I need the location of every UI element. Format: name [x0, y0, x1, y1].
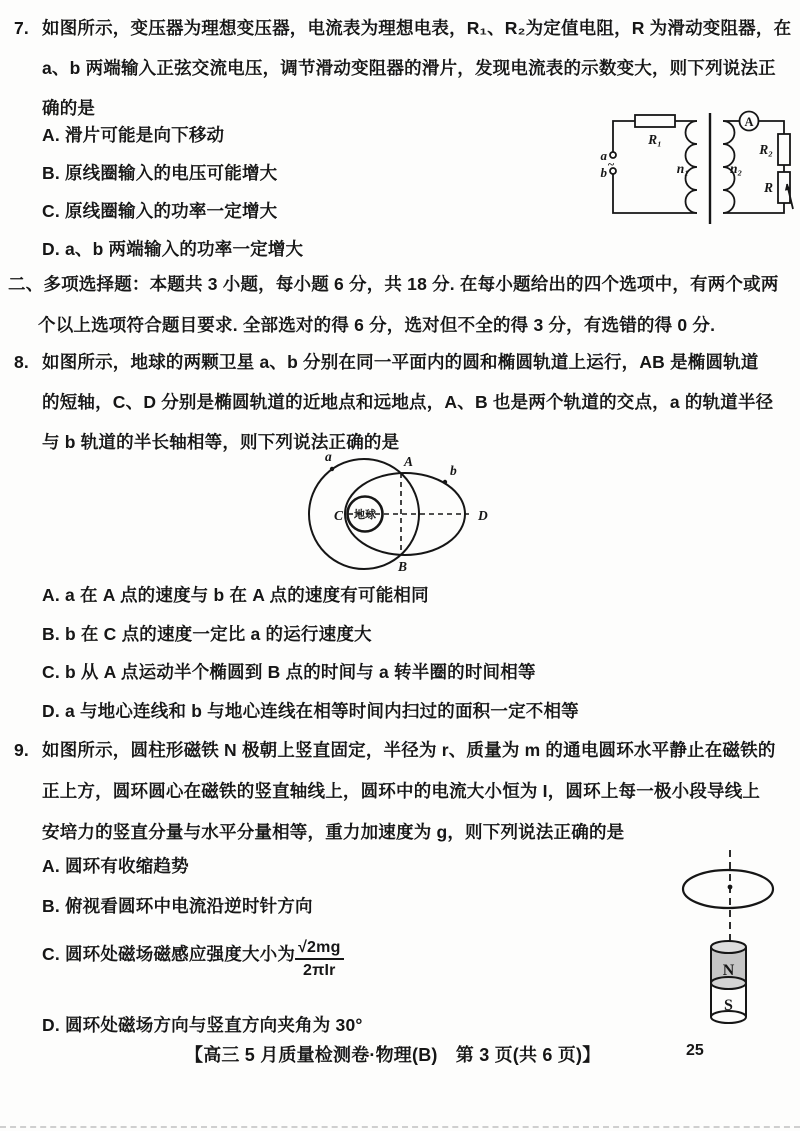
ring-center-dot — [728, 885, 733, 890]
magnet-pole-s-label: S — [724, 997, 733, 1014]
current-ring — [683, 870, 773, 908]
question-8 — [14, 342, 796, 462]
orbit-label-D: D — [478, 508, 488, 523]
orbit-label-A: A — [404, 454, 414, 469]
satellite-a-dot — [330, 467, 334, 471]
question-8-line-3: 与 b 轨道的半长轴相等，则下列说法正确的是 — [42, 432, 400, 452]
transformer-circuit-diagram — [597, 105, 795, 233]
question-8-option-c: C. b 从 A 点运动半个椭圆到 B 点的时间与 a 转半圈的时间相等 — [42, 662, 536, 683]
question-7-option-a: A. 滑片可能是向下移动 — [42, 125, 225, 145]
ac-source-tilde: ~ — [607, 157, 615, 171]
earth-label: 地球 — [354, 509, 376, 521]
option-c-fraction — [295, 938, 343, 980]
question-8-line-2: 的短轴，C、D 分别是椭圆轨道的近地点和远地点，A、B 也是两个轨道的交点，a 的轨道半径 — [42, 392, 774, 412]
question-9-line-3: 安培力的竖直分量与水平分量相等，重力加速度为 g，则下列说法正确的是 — [42, 822, 625, 842]
magnet-ring-figure — [670, 847, 795, 1043]
question-9-line-2: 正上方，圆环圆心在磁铁的竖直轴线上，圆环中的电流大小恒为 I，圆环上每一极小段导线上 — [42, 781, 761, 801]
satellite-orbits-figure — [297, 449, 502, 579]
orbit-label-b: b — [450, 463, 457, 478]
bottom-edge-line — [0, 1126, 800, 1128]
satellite-b-dot — [443, 480, 447, 484]
magnet-ring-diagram — [670, 847, 795, 1043]
question-8-options — [42, 576, 579, 731]
question-9-option-c — [42, 938, 344, 980]
orbit-label-B: B — [398, 559, 408, 574]
circuit-label-r2: R₂ — [759, 142, 773, 157]
orbit-label-C: C — [333, 508, 343, 523]
circuit-label-n1: n₁ — [676, 161, 689, 176]
circuit-label-r1: R₁ — [648, 132, 662, 147]
page-footer: 【高三 5 月质量检测卷·物理(B) 第 3 页(共 6 页)】 — [185, 1045, 601, 1065]
magnet-pole-n-label: N — [722, 962, 735, 979]
orbit-label-a: a — [325, 449, 332, 464]
question-9-number: 9. — [14, 740, 29, 760]
circuit-label-b: b — [600, 165, 607, 180]
question-7-line-3: 确的是 — [42, 98, 96, 118]
question-8-option-b: B. b 在 C 点的速度一定比 a 的运行速度大 — [42, 623, 372, 644]
question-8-option-a: A. a 在 A 点的速度与 b 在 A 点的速度有可能相同 — [42, 585, 429, 605]
question-9-line-1: 如图所示，圆柱形磁铁 N 极朝上竖直固定，半径为 r、质量为 m 的通电圆环水平静止在磁铁的 — [42, 740, 776, 760]
section-2-line-2: 个以上选项符合题目要求. 全部选对的得 6 分，选对但不全的得 3 分，有选错的得 0 分. — [38, 315, 716, 335]
question-9-option-d: D. 圆环处磁场方向与竖直方向夹角为 30° — [42, 1015, 363, 1035]
question-7-option-c: C. 原线圈输入的功率一定增大 — [42, 201, 278, 221]
question-8-line-1: 如图所示，地球的两颗卫星 a、b 分别在同一平面内的圆和椭圆轨道上运行，AB 是椭圆轨道 — [42, 352, 759, 372]
question-8-number: 8. — [14, 352, 29, 372]
circuit-label-n2: n₂ — [730, 161, 743, 176]
satellite-orbits-diagram — [297, 449, 502, 579]
question-9-option-a: A. 圆环有收缩趋势 — [42, 856, 189, 876]
question-7-option-d: D. a、b 两端输入的功率一定增大 — [42, 239, 304, 259]
transformer-circuit-figure — [597, 105, 795, 233]
fraction-denominator: 2πIr — [302, 962, 336, 980]
question-7-line-1: 如图所示，变压器为理想变压器，电流表为理想电表，R₁、R₂为定值电阻，R 为滑动变阻器，在 — [42, 18, 792, 38]
question-9-option-c-text: C. 圆环处磁场磁感应强度大小为 — [42, 944, 296, 965]
ammeter-letter: A — [744, 115, 754, 129]
question-7-number: 7. — [14, 18, 29, 38]
question-9 — [14, 730, 796, 853]
question-7-line-2: a、b 两端输入正弦交流电压，调节滑动变阻器的滑片，发现电流表的示数变大，则下列说法正 — [42, 58, 776, 78]
page-corner-number: 25 — [686, 1042, 704, 1059]
section-2-header — [8, 264, 779, 346]
question-9-option-b: B. 俯视看圆环中电流沿逆时针方向 — [42, 896, 313, 916]
circuit-label-a: a — [600, 148, 607, 163]
magnet-top-ellipse — [711, 941, 746, 953]
question-7-options — [42, 116, 303, 268]
fraction-numerator: √2mg — [295, 938, 343, 960]
circuit-label-r: R — [763, 180, 773, 195]
section-2-line-1: 二、多项选择题：本题共 3 小题，每小题 6 分，共 18 分. 在每小题给出的四个选项中，有两个或两 — [8, 274, 779, 294]
question-8-option-d: D. a 与地心连线和 b 与地心连线在相等时间内扫过的面积一定不相等 — [42, 701, 579, 722]
question-7-option-b: B. 原线圈输入的电压可能增大 — [42, 163, 278, 183]
